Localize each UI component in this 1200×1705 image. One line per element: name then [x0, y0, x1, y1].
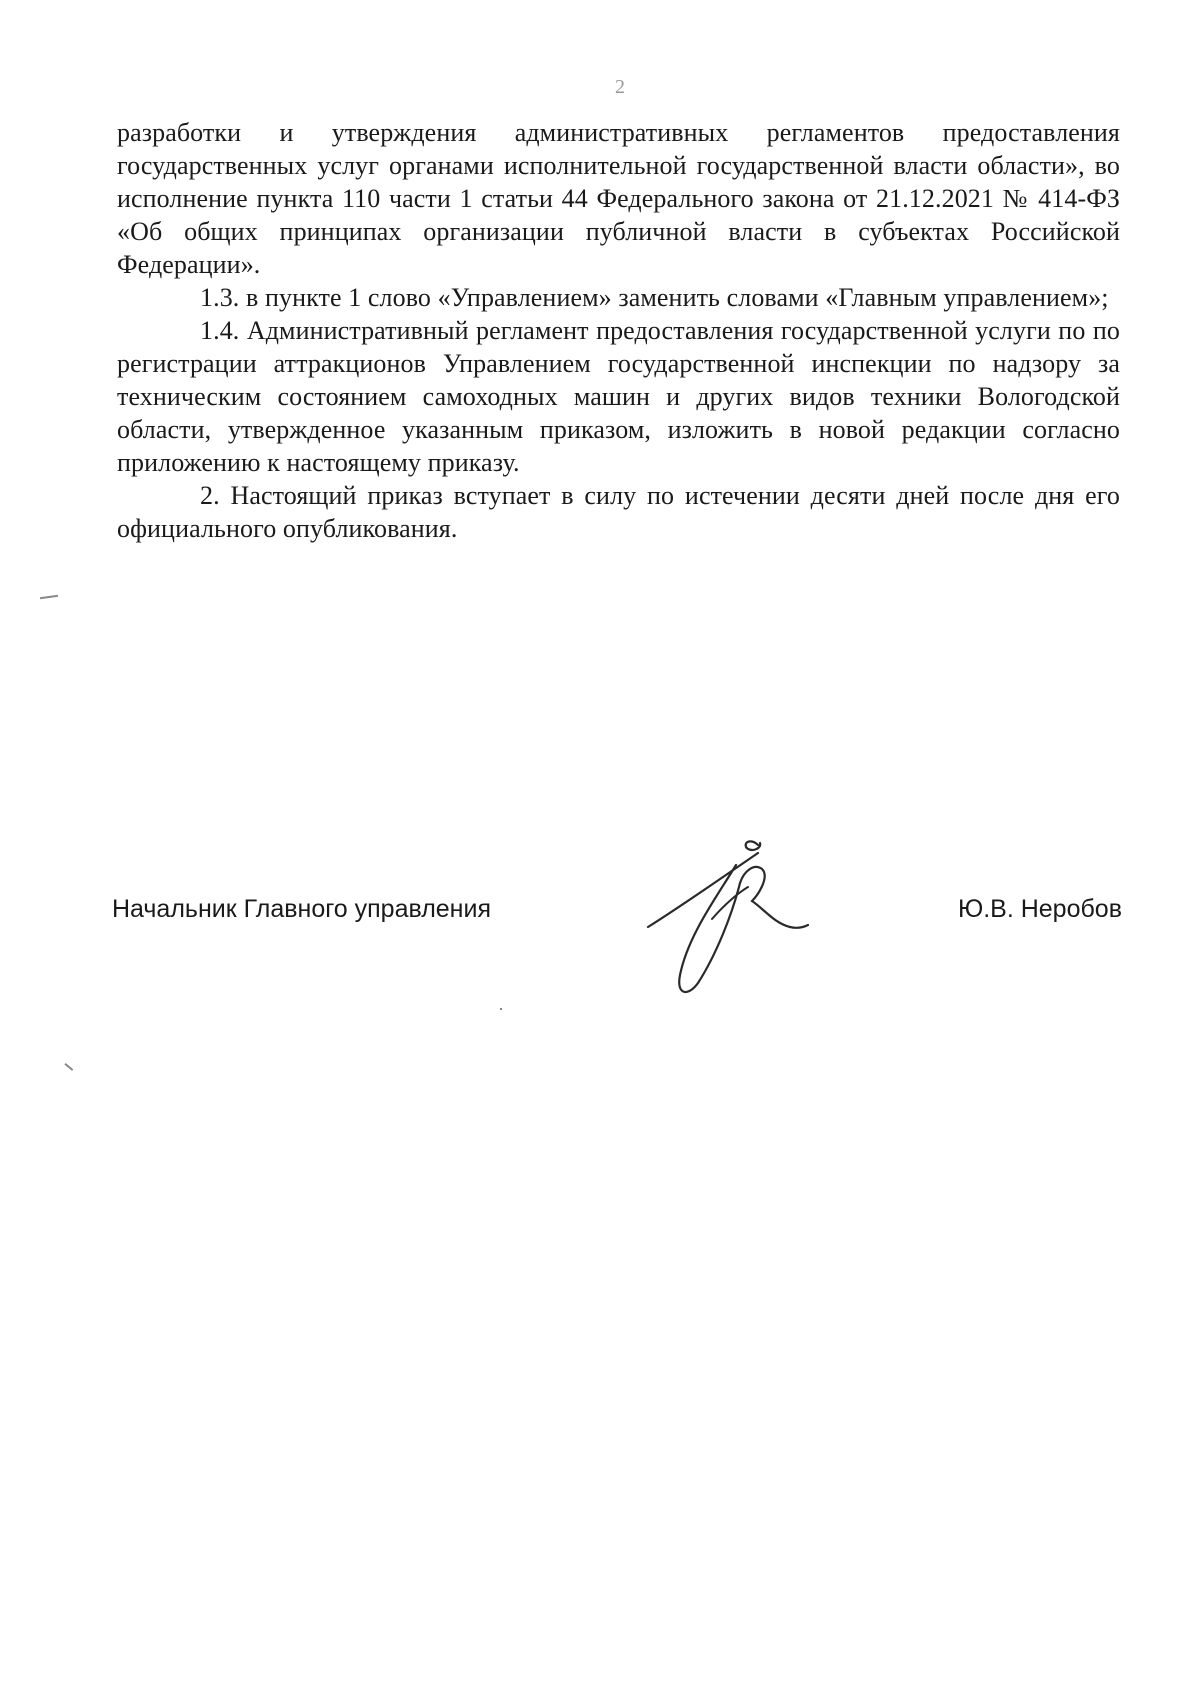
handwritten-signature	[640, 835, 840, 1005]
scan-artifact-dot	[500, 1008, 502, 1010]
signer-position: Начальник Главного управления	[112, 895, 491, 923]
signer-name: Ю.В. Неробов	[957, 895, 1122, 923]
document-body	[117, 116, 1120, 545]
paragraph-item-2: 2. Настоящий приказ вступает в силу по истечении десяти дней после дня его официального опубликования.	[117, 481, 1120, 543]
scan-artifact-mark	[65, 1063, 74, 1071]
paragraph-item-1-4: 1.4. Административный регламент предоставления государственной услуги по по регистрации аттракционов Управлением государственной инспекции по надзору за техническим состоянием самоходных машин и других видов техники Вологодской области, утвержденное указанным приказом, изложить в новой редакции согласно приложению к настоящему приказу.	[117, 316, 1120, 477]
paragraph-continuation: разработки и утверждения административных регламентов предоставления государственных услуг органами исполнительной государственной власти области», во исполнение пункта 110 части 1 статьи 44 Федерального закона от 21.12.2021 № 414-ФЗ «Об общих принципах организации публичной власти в субъектах Российской Федерации».	[117, 118, 1120, 279]
signature-block	[112, 895, 1122, 935]
page-number: 2	[615, 76, 625, 98]
paragraph-item-1-3: 1.3. в пункте 1 слово «Управлением» заменить словами «Главным управлением»;	[200, 283, 1109, 312]
scan-artifact-mark	[40, 595, 58, 599]
